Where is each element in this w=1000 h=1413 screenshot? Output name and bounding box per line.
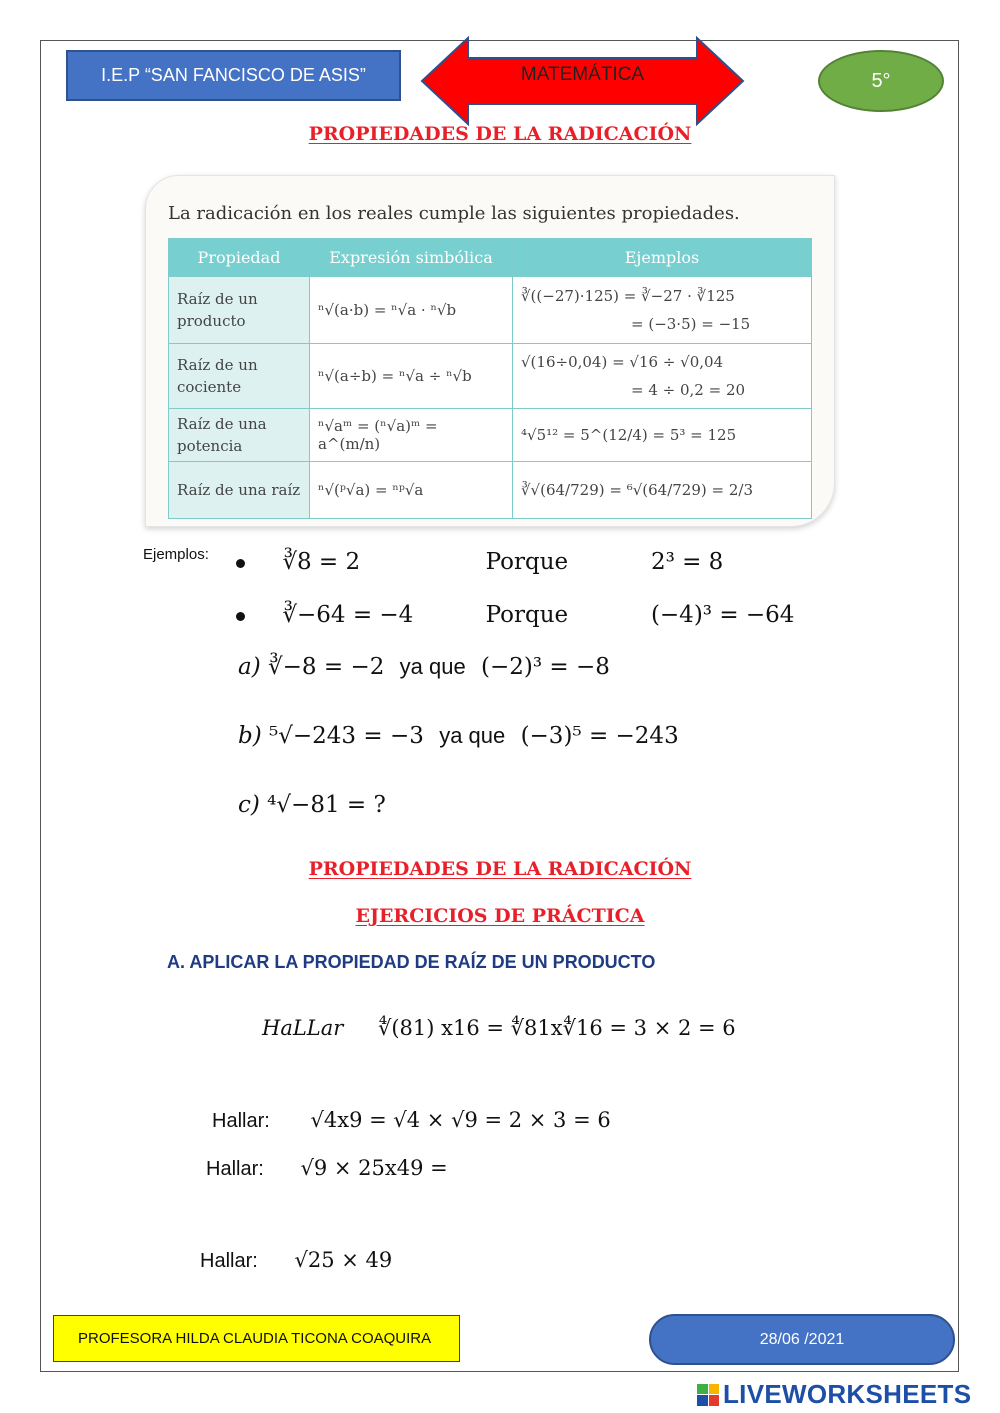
brand-name: LIVEWORKSHEETS	[723, 1379, 972, 1409]
example-word: ya que	[399, 654, 466, 679]
example-letter: c)	[238, 792, 260, 818]
teacher-name: PROFESORA HILDA CLAUDIA TICONA COAQUIRA	[53, 1315, 460, 1362]
lettered-example	[238, 792, 386, 818]
lettered-example	[238, 654, 610, 680]
example-letter: b)	[238, 723, 262, 749]
table-row	[169, 409, 812, 462]
example-check: 2³ = 8	[650, 549, 724, 575]
property-example	[513, 409, 812, 462]
exercise-math: √4x9 = √4 × √9 = 2 × 3 = 6	[310, 1108, 611, 1132]
example-word: ya que	[439, 723, 506, 748]
property-name: Raíz de un cociente	[169, 344, 310, 409]
header-examples: Ejemplos	[513, 239, 812, 277]
example-expression: ⁵√−243 = −3	[269, 723, 424, 749]
practice-title: EJERCICIOS DE PRÁCTICA	[355, 905, 645, 927]
grade-badge: 5°	[818, 50, 944, 112]
lettered-example	[238, 723, 679, 749]
worksheet-date: 28/06 /2021	[649, 1314, 955, 1365]
example-expression: ∛−64 = −4	[282, 602, 414, 628]
liveworksheets-brand	[697, 1379, 971, 1410]
examples-label: Ejemplos:	[143, 546, 209, 563]
example-line: ∛((−27)·125) = ∛−27 · ∛125	[521, 287, 735, 305]
main-title: PROPIEDADES DE LA RADICACIÓN	[308, 123, 692, 145]
property-expression: ⁿ√(a÷b) = ⁿ√a ÷ ⁿ√b	[310, 344, 513, 409]
exercise-row	[262, 1016, 736, 1040]
exercise-row	[206, 1156, 448, 1181]
example-check: (−2)³ = −8	[481, 654, 610, 680]
example-line: ∛√(64/729) = ⁶√(64/729) = 2/3	[521, 481, 753, 499]
exercise-math: √9 × 25x49 =	[300, 1156, 448, 1180]
example-expression: ∛−8 = −2	[268, 654, 385, 680]
example-word: Porque	[485, 602, 569, 628]
exercise-math: √25 × 49	[294, 1248, 393, 1272]
example-line: ⁴√5¹² = 5^(12/4) = 5³ = 125	[521, 426, 737, 444]
repeat-title: PROPIEDADES DE LA RADICACIÓN	[308, 858, 692, 880]
property-expression: ⁿ√aᵐ = (ⁿ√a)ᵐ = a^(m/n)	[310, 409, 513, 462]
header-property: Propiedad	[169, 239, 310, 277]
exercise-row	[200, 1248, 392, 1273]
properties-intro: La radicación en los reales cumple las siguientes propiedades.	[168, 203, 740, 224]
table-row	[169, 462, 812, 519]
table-row	[169, 344, 812, 409]
property-name: Raíz de una raíz	[169, 462, 310, 519]
property-example	[513, 277, 812, 344]
table-row	[169, 277, 812, 344]
exercise-label: Hallar:	[206, 1158, 264, 1180]
example-line: = 4 ÷ 0,2 = 20	[631, 381, 746, 399]
property-expression: ⁿ√(a·b) = ⁿ√a · ⁿ√b	[310, 277, 513, 344]
bullet-icon	[236, 612, 245, 621]
liveworksheets-logo-icon	[697, 1384, 719, 1406]
example-word: Porque	[485, 549, 569, 575]
example-bullet	[236, 549, 723, 575]
example-line: √(16÷0,04) = √16 ÷ √0,04	[521, 353, 724, 371]
exercise-math: ∜(81) x16 = ∜81x∜16 = 3 × 2 = 6	[377, 1016, 736, 1040]
property-name: Raíz de una potencia	[169, 409, 310, 462]
exercise-row	[212, 1108, 611, 1133]
section-a-heading: A. APLICAR LA PROPIEDAD DE RAÍZ DE UN PRODUCTO	[167, 952, 656, 972]
example-expression: ⁴√−81 = ?	[267, 792, 386, 818]
example-line: = (−3·5) = −15	[631, 315, 751, 333]
exercise-label: Hallar:	[200, 1250, 258, 1272]
exercise-label: HaLLar	[262, 1016, 344, 1040]
bullet-icon	[236, 559, 245, 568]
table-header-row	[169, 239, 812, 277]
example-check: (−3)⁵ = −243	[520, 723, 679, 749]
property-name: Raíz de un producto	[169, 277, 310, 344]
property-example	[513, 462, 812, 519]
property-expression: ⁿ√(ᵖ√a) = ⁿᵖ√a	[310, 462, 513, 519]
subject-label: MATEMÁTICA	[520, 64, 645, 85]
example-letter: a)	[238, 654, 261, 680]
properties-table	[168, 238, 812, 519]
school-name: I.E.P “SAN FANCISCO DE ASIS”	[66, 50, 401, 101]
example-bullet	[236, 602, 794, 628]
header-expression: Expresión simbólica	[310, 239, 513, 277]
example-expression: ∛8 = 2	[282, 549, 361, 575]
property-example	[513, 344, 812, 409]
example-check: (−4)³ = −64	[650, 602, 795, 628]
exercise-label: Hallar:	[212, 1110, 270, 1132]
